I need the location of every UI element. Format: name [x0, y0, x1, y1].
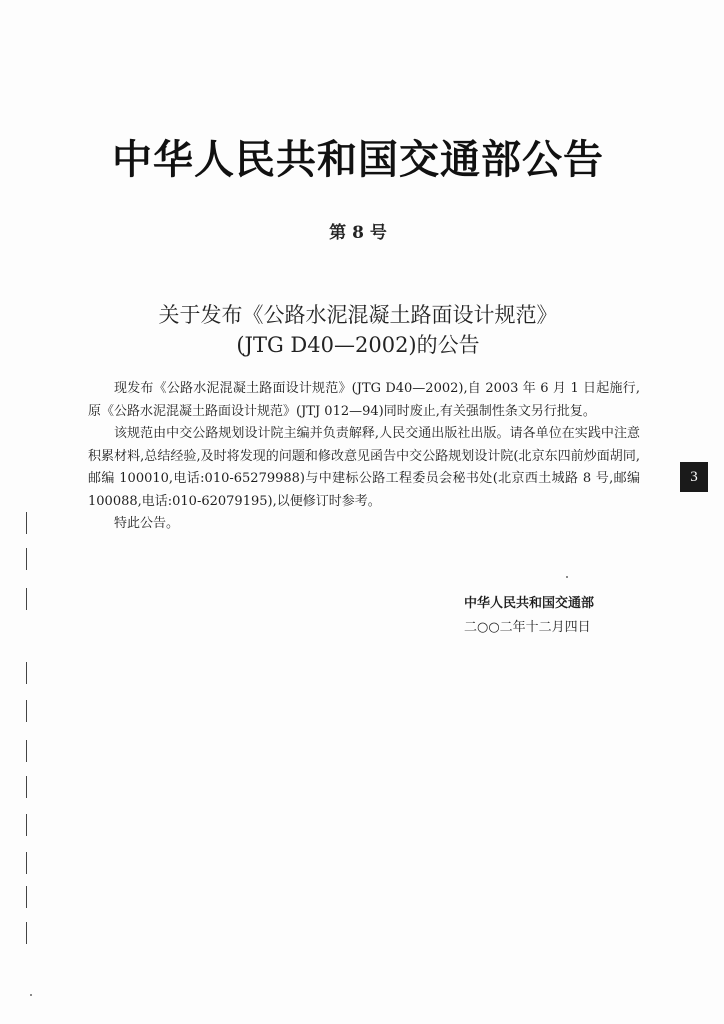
- body-paragraph: 特此公告。: [114, 516, 180, 531]
- notice-body: [88, 378, 640, 536]
- margin-mark: [26, 512, 27, 534]
- margin-mark: [26, 662, 27, 684]
- issue-number: 第 8 号: [329, 223, 387, 243]
- signature-date: 二○○二年十二月四日: [464, 620, 591, 635]
- margin-mark: [26, 922, 27, 944]
- margin-mark: [26, 588, 27, 610]
- body-paragraph: 该规范由中交公路规划设计院主编并负责解释,人民交通出版社出版。请各单位在实践中注意积累材料,总结经验,及时将发现的问题和修改意见函告中交公路规划设计院(北京东四前炒面胡同,邮编 100010,电话:010-65279988)与中建标公路工程委员会秘书处(北京西土城路 8 号,邮编 100088,电话:010-62079195),以便修订时参考。: [88, 426, 640, 509]
- notice-title-line-1: 关于发布《公路水泥混凝土路面设计规范》: [158, 303, 558, 327]
- margin-mark: [26, 886, 27, 908]
- page-title: 中华人民共和国交通部公告: [112, 137, 604, 183]
- signature-organization: 中华人民共和国交通部: [464, 596, 595, 611]
- scan-speck: [566, 576, 568, 578]
- margin-mark: [26, 776, 27, 798]
- body-paragraph: 现发布《公路水泥混凝土路面设计规范》(JTG D40—2002),自 2003 年 6 月 1 日起施行,原《公路水泥混凝土路面设计规范》(JTJ 012—94)同时废止,有关强制性条文另行批复。: [88, 381, 640, 419]
- scan-speck: [30, 994, 32, 996]
- margin-mark: [26, 852, 27, 874]
- notice-title-line-2: (JTG D40—2002)的公告: [236, 333, 480, 357]
- margin-mark: [26, 548, 27, 570]
- chapter-tab: 3: [680, 462, 708, 492]
- margin-mark: [26, 700, 27, 722]
- margin-mark: [26, 814, 27, 836]
- signature-block: [464, 592, 634, 640]
- notice-title: [0, 300, 716, 360]
- margin-mark: [26, 740, 27, 762]
